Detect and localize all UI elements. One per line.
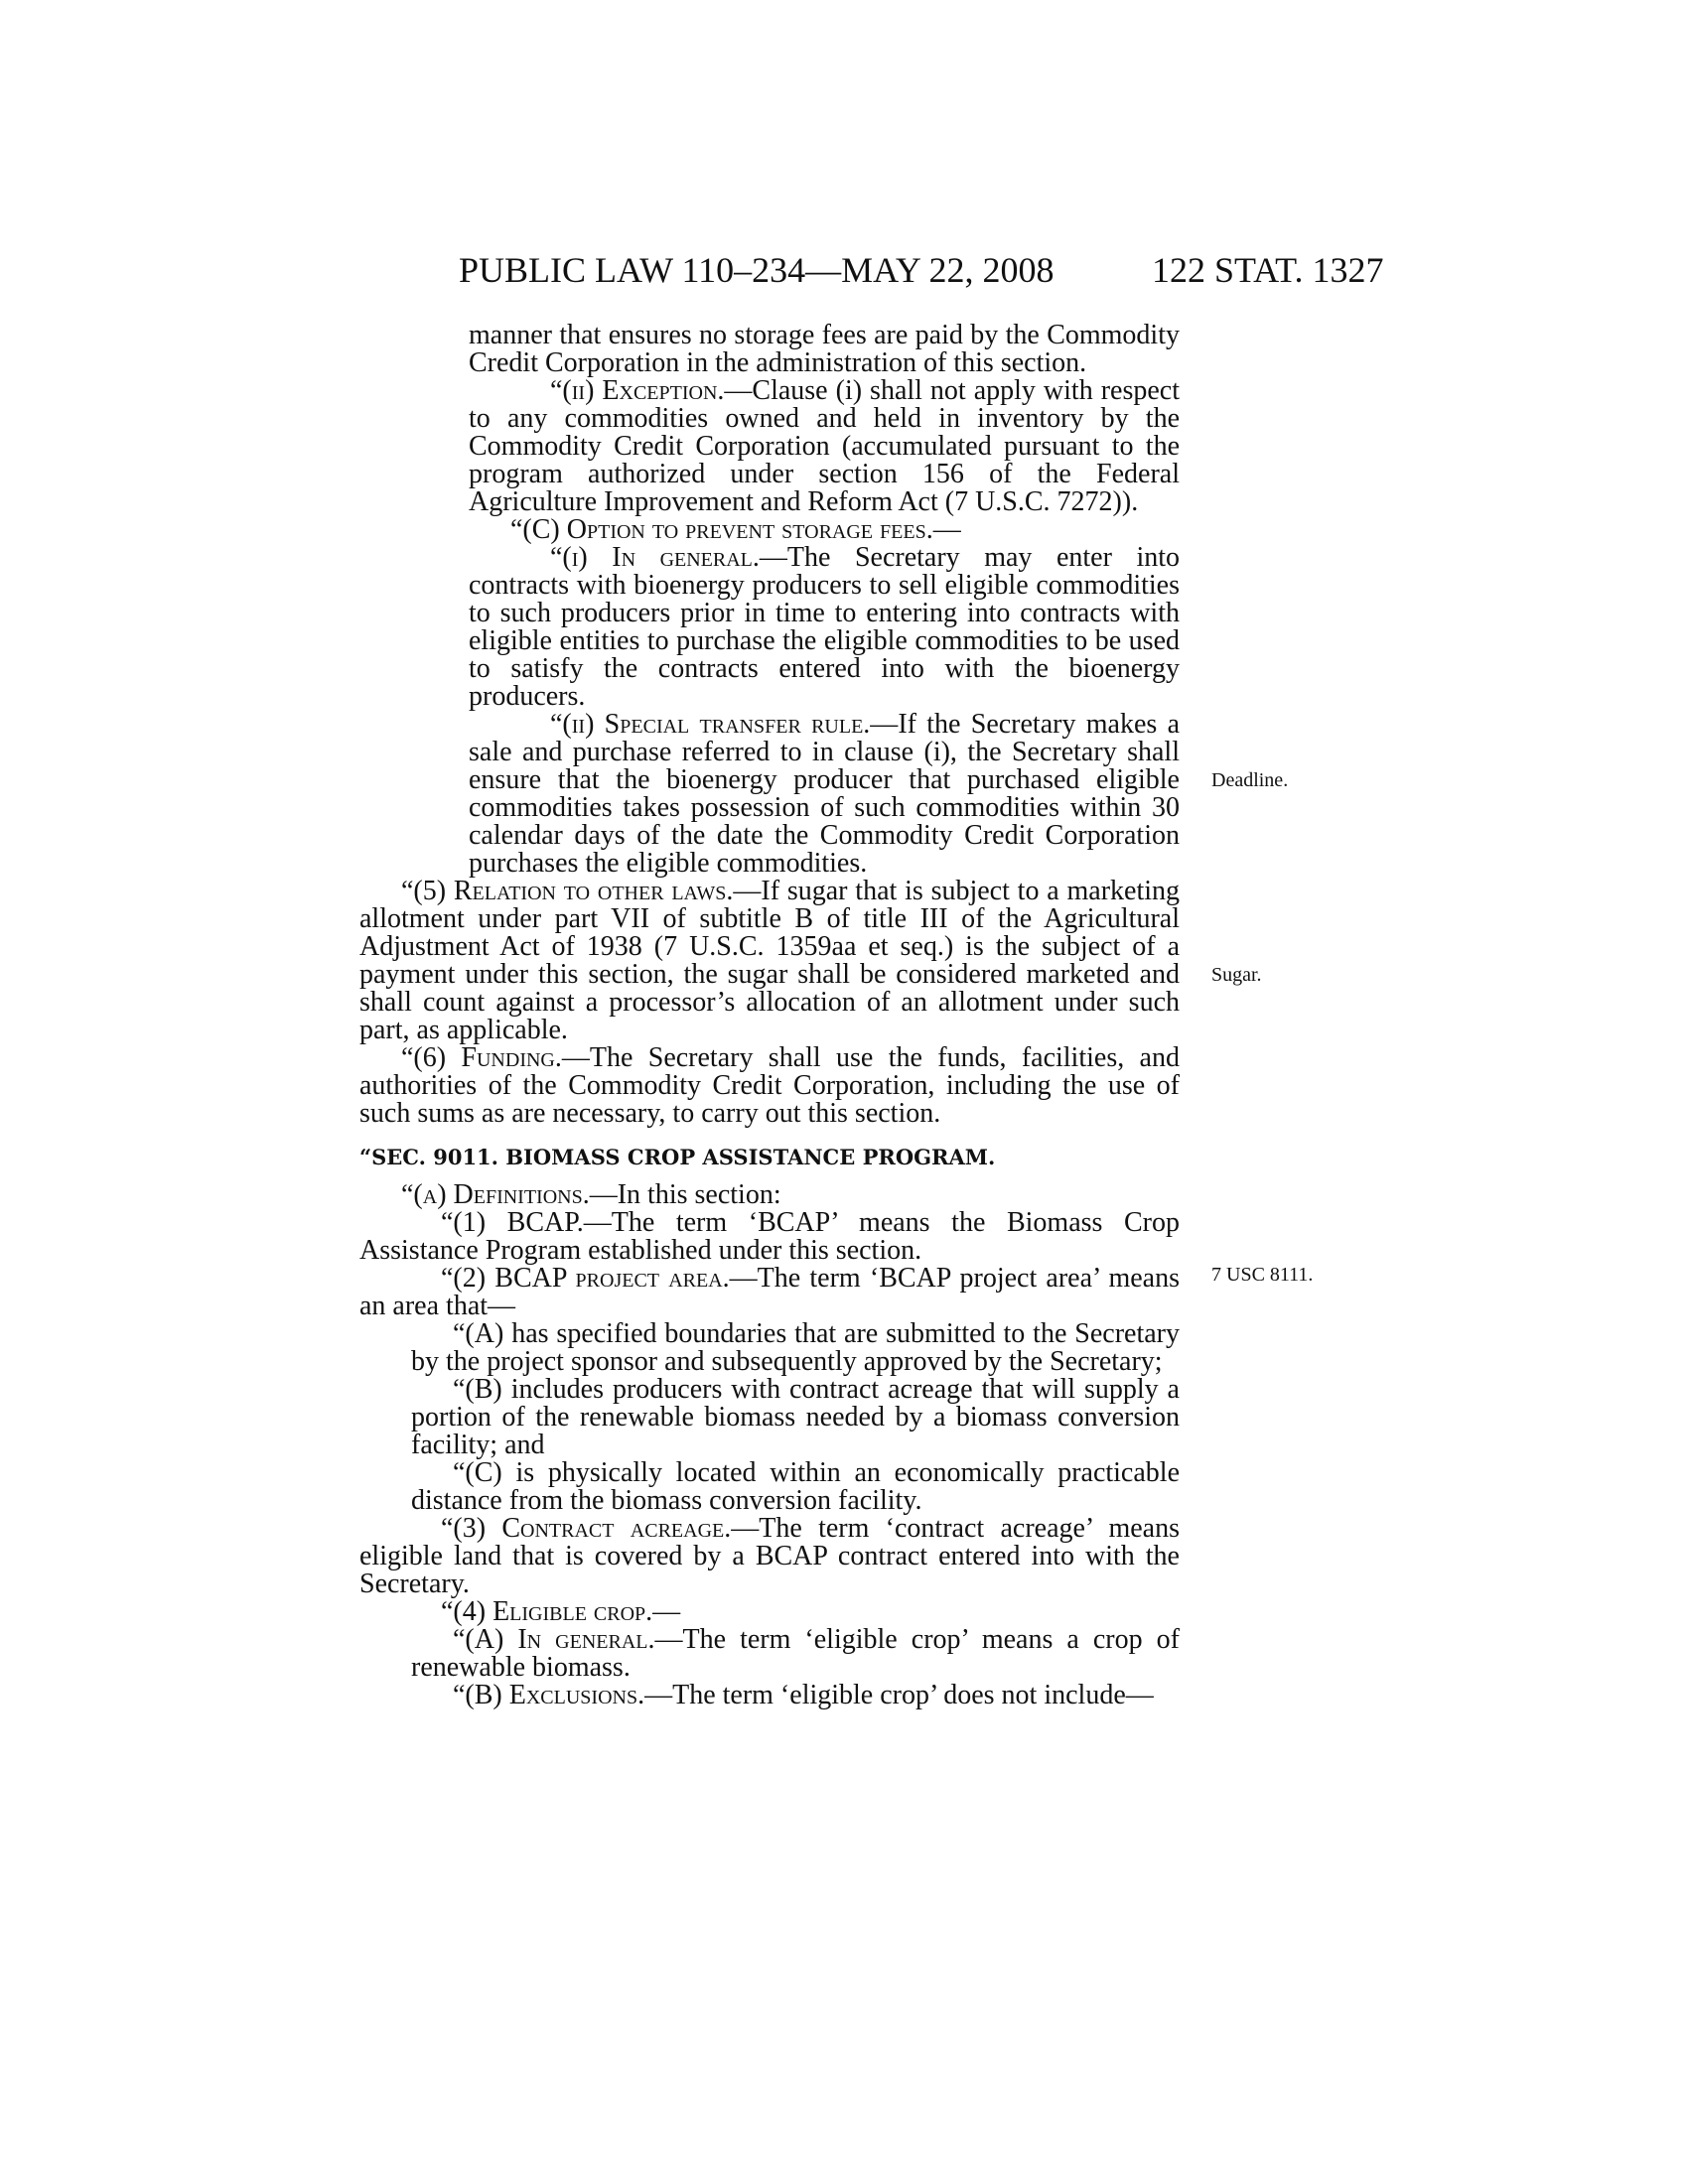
paragraph-5-relation-to-other-laws: “(5) Relation to other laws.—If sugar that is subject to a marketing allotment under part VII of subtitle B of title III of the Agricultural Adjustment Act of 1938 (7 U.S.C. 1359aa et seq.) is the subject of a payment under this section, the sugar shall be considered marketed and shall count against a processor’s allocation of an allotment under such part, as applicable. <box>359 876 1180 1045</box>
paragraph-storage-fees-continued: manner that ensures no storage fees are paid by the Commodity Credit Corporation in the administration of this section. <box>469 320 1180 378</box>
paragraph-ii-special-transfer-rule: “(ii) Special transfer rule.—If the Secretary makes a sale and purchase referred to in clause (i), the Secretary shall ensure that the bioenergy producer that purchased eligible commodities takes possession of such commodities within 30 calendar days of the date the Commodity Credit Corporation purchases the eligible commodities. <box>469 709 1180 879</box>
section-heading: “SEC. 9011. BIOMASS CROP ASSISTANCE PROGRAM. <box>359 1145 996 1169</box>
paragraph-2-bcap-project-area: “(2) BCAP project area.—The term ‘BCAP project area’ means an area that— <box>359 1263 1180 1321</box>
paragraph-1-bcap: “(1) BCAP.—The term ‘BCAP’ means the Biomass Crop Assistance Program established under this section. <box>359 1207 1181 1266</box>
paragraph-c-option: “(C) Option to prevent storage fees.— <box>510 514 961 545</box>
paragraph-C-location: “(C) is physically located within an economically practicable distance from the biomass conversion facility. <box>411 1457 1180 1516</box>
paragraph-B-exclusions: “(B) Exclusions.—The term ‘eligible crop’ does not include— <box>453 1680 1154 1710</box>
margin-note-sugar: Sugar. <box>1211 964 1262 986</box>
paragraph-B-producers: “(B) includes producers with contract acreage that will supply a portion of the renewable biomass needed by a biomass conversion facility; and <box>411 1374 1180 1460</box>
running-header-stat: 122 STAT. 1327 <box>1152 250 1384 290</box>
paragraph-6-funding: “(6) Funding.—The Secretary shall use the funds, facilities, and authorities of the Commodity Credit Corporation, including the use of such sums as are necessary, to carry out this section. <box>359 1042 1180 1129</box>
paragraph-A-in-general: “(A) In general.—The term ‘eligible crop’ means a crop of renewable biomass. <box>411 1624 1180 1683</box>
paragraph-ii-exception: “(ii) Exception.—Clause (i) shall not apply with respect to any commodities owned and held in inventory by the Commodity Credit Corporation (accumulated pursuant to the program authorized under section 156 of the Federal Agriculture Improvement and Reform Act (7 U.S.C. 7272)). <box>469 375 1180 517</box>
paragraph-4-eligible-crop: “(4) Eligible crop.— <box>441 1596 681 1627</box>
paragraph-A-boundaries: “(A) has specified boundaries that are submitted to the Secretary by the project sponsor and subsequently approved by the Secretary; <box>411 1318 1180 1377</box>
margin-note-deadline: Deadline. <box>1211 769 1289 791</box>
paragraph-i-in-general: “(i) In general.—The Secretary may enter into contracts with bioenergy producers to sell eligible commodities to such producers prior in time to entering into contracts with eligible entities to purchase the eligible commodities to be used to satisfy the contracts entered into with the bioenergy producers. <box>469 542 1181 712</box>
running-header-law: PUBLIC LAW 110–234—MAY 22, 2008 <box>459 250 1055 290</box>
paragraph-a-definitions: “(a) Definitions.—In this section: <box>401 1179 781 1210</box>
paragraph-3-contract-acreage: “(3) Contract acreage.—The term ‘contract acreage’ means eligible land that is covered by a BCAP contract entered into with the Secretary. <box>359 1513 1180 1599</box>
main-text-column <box>359 322 1180 1709</box>
margin-note-usc: 7 USC 8111. <box>1211 1264 1314 1286</box>
